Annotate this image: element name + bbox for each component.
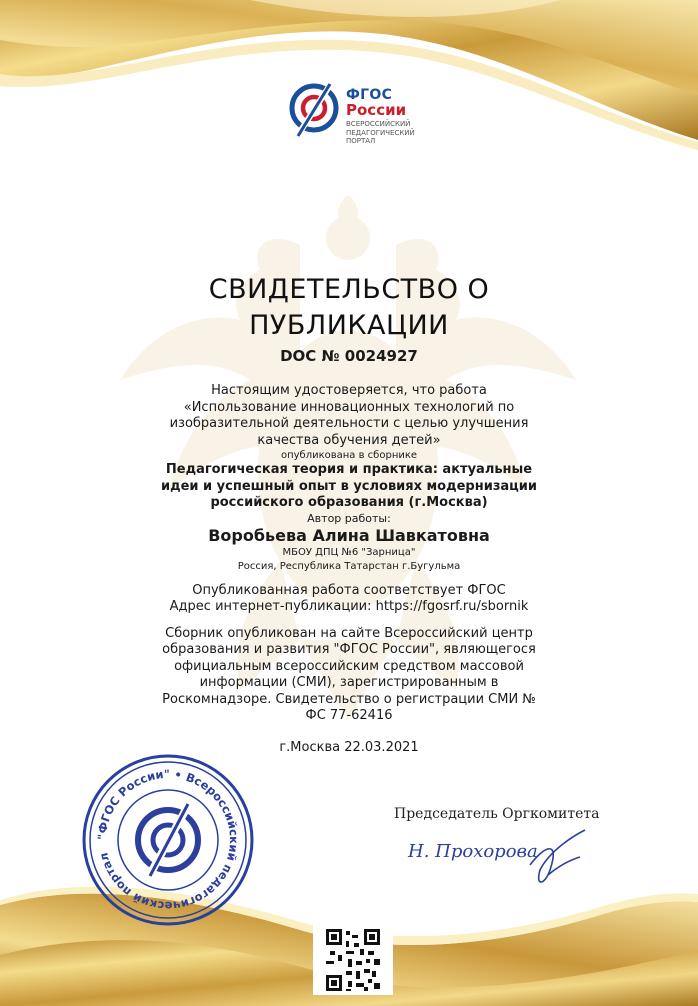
logo-subtitle-line2: ПЕДАГОГИЧЕСКИЙ bbox=[346, 128, 415, 137]
official-stamp bbox=[78, 750, 258, 930]
author-organization: МБОУ ДПЦ №6 "Зарница" bbox=[282, 546, 416, 558]
author-label: Автор работы: bbox=[307, 511, 391, 525]
stamp-ring-text: "ФГОС России" • Всероссийский педагогический портал bbox=[94, 766, 242, 914]
author-name: Воробьева Алина Шавкатовна bbox=[208, 525, 490, 545]
info-line5: Роскомнадзоре. Свидетельство о регистрации СМИ № bbox=[162, 691, 536, 707]
issue-date: г.Москва 22.03.2021 bbox=[279, 739, 419, 755]
title-line1: СВИДЕТЕЛЬСТВО О bbox=[208, 274, 490, 305]
qr-code[interactable] bbox=[313, 925, 393, 995]
collection-line2: идеи и успешный опыт в условиях модернизации bbox=[160, 478, 537, 494]
collection-line1: Педагогическая теория и практика: актуальные bbox=[165, 462, 533, 477]
logo-subtitle-line3: ПОРТАЛ bbox=[346, 137, 376, 145]
certificate-title bbox=[0, 272, 698, 344]
qr-code-icon bbox=[313, 925, 393, 995]
info-line1: Сборник опубликован на сайте Всероссийский центр bbox=[165, 625, 533, 641]
fgos-logo-icon bbox=[288, 78, 344, 140]
info-line2: образования и развития "ФГОС России", являющегося bbox=[162, 642, 536, 657]
fgos-compliance: Опубликованная работа соответствует ФГОС bbox=[192, 582, 506, 598]
certificate-body bbox=[0, 383, 698, 756]
info-line3: официальным всероссийским средством массовой bbox=[174, 658, 524, 674]
logo-subtitle-line1: ВСЕРОССИЙСКИЙ bbox=[346, 120, 411, 128]
logo-brand-line1: ФГОС bbox=[346, 87, 393, 103]
publication-address: Адрес интернет-публикации: https://fgosrf.ru/sbornik bbox=[169, 599, 529, 614]
author-location: Россия, Республика Татарстан г.Бугульма bbox=[237, 560, 461, 572]
stamp-logo-icon bbox=[138, 802, 198, 878]
signature-title: Председатель Оргкомитета bbox=[394, 806, 600, 822]
handwritten-signature bbox=[400, 825, 600, 905]
info-line4: информации (СМИ), зарегистрированным в bbox=[199, 675, 499, 690]
work-title-line3: качества обучения детей» bbox=[257, 432, 441, 448]
svg-text:Н. Прохорова: Н. Прохорова bbox=[408, 841, 538, 862]
info-line6: ФС 77-62416 bbox=[305, 708, 393, 723]
published-in-label: опубликована в сборнике bbox=[280, 450, 418, 461]
title-line2: ПУБЛИКАЦИИ bbox=[249, 310, 449, 341]
work-title-line1: «Использование инновационных технологий по bbox=[183, 399, 515, 415]
collection-line3: российского образования (г.Москва) bbox=[210, 495, 488, 510]
document-number: DOC № 0024927 bbox=[280, 347, 418, 365]
work-title-line2: изобразительной деятельности с целью улучшения bbox=[169, 416, 529, 431]
certify-line: Настоящим удостоверяется, что работа bbox=[211, 383, 487, 398]
logo-brand-line2: России bbox=[346, 101, 407, 119]
